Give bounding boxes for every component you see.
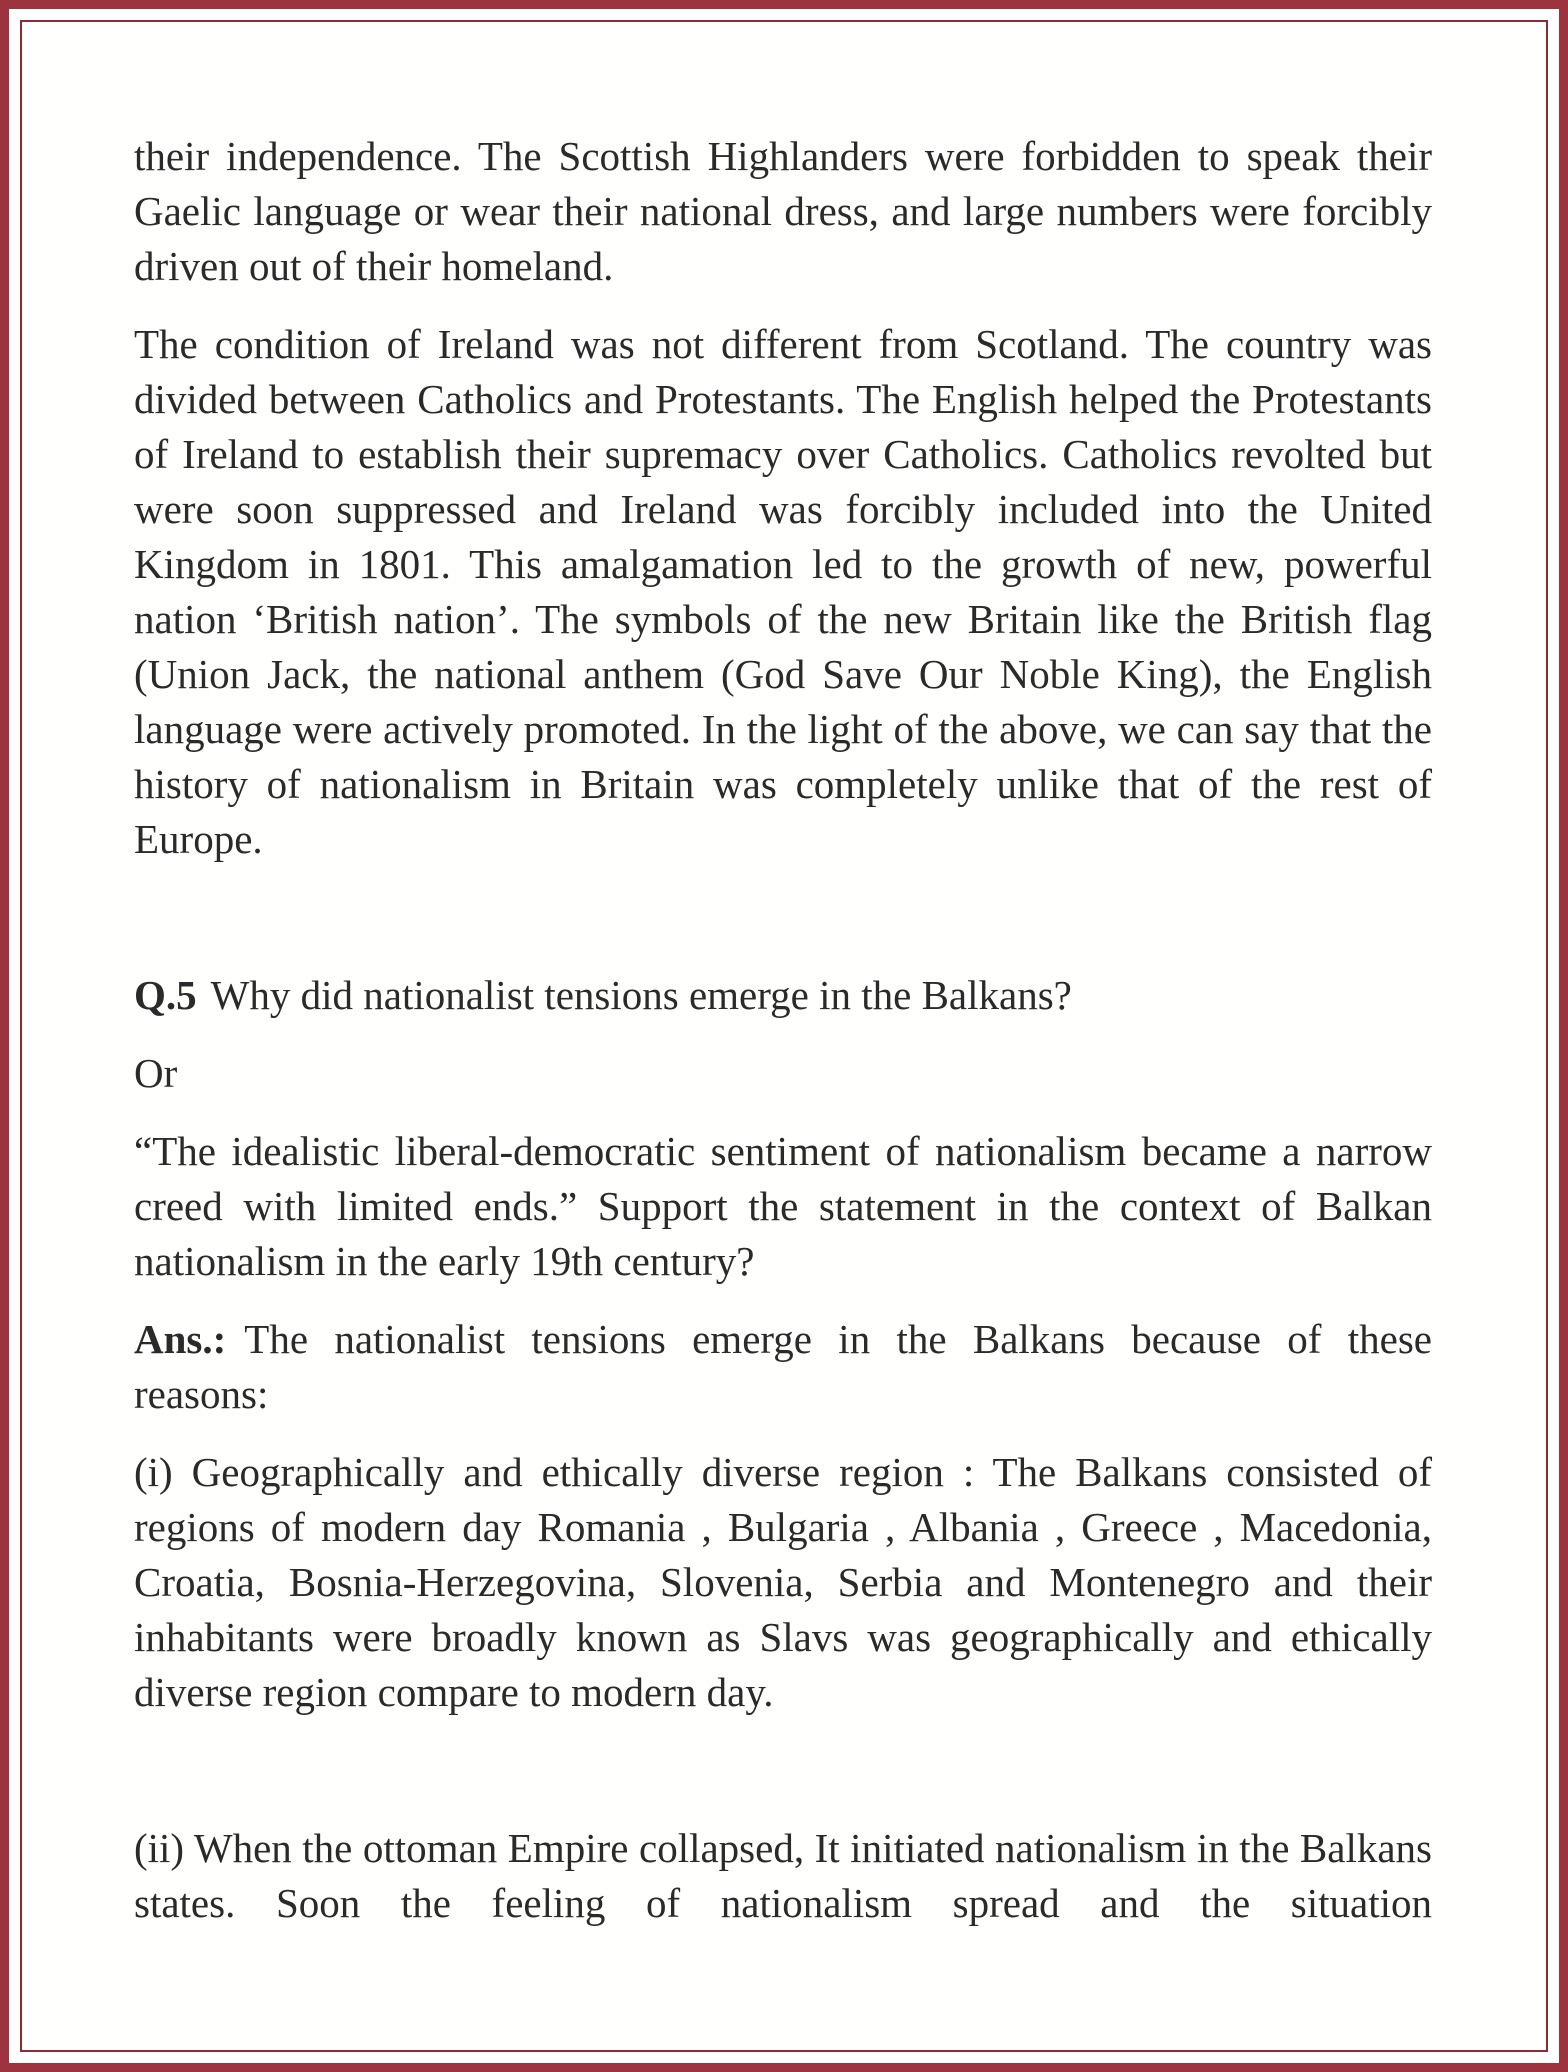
answer-intro-text: The nationalist tensions emerge in the Balkans because of these reasons: [134,1316,1432,1417]
answer-intro [134,1312,1432,1422]
question-or: Or [134,1050,178,1096]
blank-line [134,1743,1432,1798]
page-content [134,129,1432,1954]
question-heading [134,968,1432,1023]
question-alternate: “The idealistic liberal-democratic sentiment of nationalism became a narrow creed with limited ends.” Support the statement in the context of Balkan nationalism in the early 19th century? [134,1128,1432,1284]
blank-line [134,890,1432,945]
answer-point-2: (ii) When the ottoman Empire collapsed, It initiated nationalism in the Balkans states. Soon the feeling of nationalism spread and the situation [134,1825,1432,1926]
question-label: Q.5 [134,972,197,1018]
question-text: Why did nationalist tensions emerge in the Balkans? [210,972,1072,1018]
paragraph-scotland: their independence. The Scottish Highlanders were forbidden to speak their Gaelic language or wear their national dress, and large numbers were forcibly driven out of their homeland. [134,133,1432,289]
paragraph-ireland: The condition of Ireland was not different from Scotland. The country was divided between Catholics and Protestants. The English helped the Protestants of Ireland to establish their supremacy over Catholics. Catholics revolted but were soon suppressed and Ireland was forcibly included into the United Kingdom in 1801. This amalgamation led to the growth of new, powerful nation ‘British nation’. The symbols of the new Britain like the British flag (Union Jack, the national anthem (God Save Our Noble King), the English language were actively promoted. In the light of the above, we can say that the history of nationalism in Britain was completely unlike that of the rest of Europe. [134,321,1432,862]
answer-label: Ans.: [134,1316,227,1362]
answer-point-1: (i) Geographically and ethically diverse region : The Balkans consisted of regions of modern day Romania , Bulgaria , Albania , Greece , Macedonia, Croatia, Bosnia-Herzegovina, Slovenia, Serbia and Montenegro and their inhabitants were broadly known as Slavs was geographically and ethically diverse region compare to modern day. [134,1449,1432,1715]
